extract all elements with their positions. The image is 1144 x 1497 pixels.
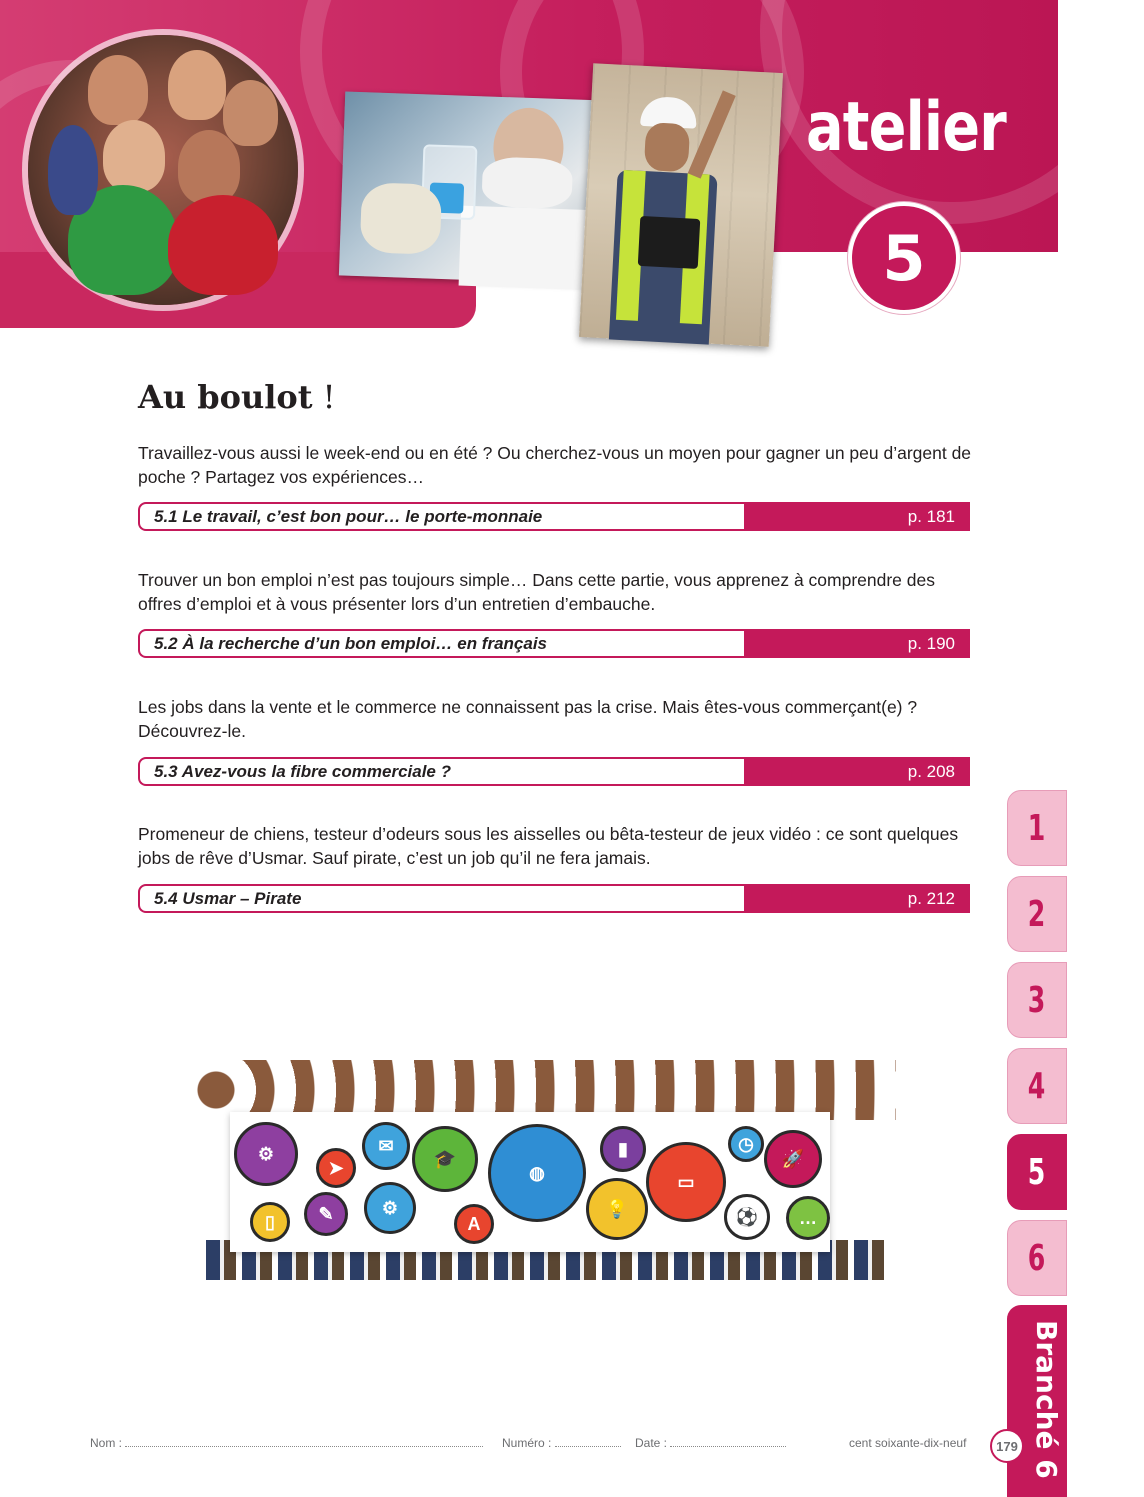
section-label: 5.3 Avez-vous la fibre commerciale ? xyxy=(138,757,744,786)
grade-a-plus-icon: A xyxy=(454,1204,494,1244)
footer-number-line xyxy=(555,1446,621,1447)
construction-worker-photo xyxy=(579,63,783,347)
tab-label: 5 xyxy=(1028,1151,1046,1193)
soccer-ball-icon: ⚽ xyxy=(724,1194,770,1240)
section-page-ref: p. 181 xyxy=(744,502,970,531)
lab-scientist-photo xyxy=(339,91,607,284)
section-page-ref: p. 190 xyxy=(744,629,970,658)
tab-atelier-3[interactable] xyxy=(1007,962,1067,1038)
footer-date-label: Date : xyxy=(635,1436,668,1450)
tab-atelier-2[interactable] xyxy=(1007,876,1067,952)
tab-atelier-6[interactable] xyxy=(1007,1220,1067,1296)
robot-icon: ⚙ xyxy=(234,1122,298,1186)
atelier-heading: atelier xyxy=(806,88,1006,167)
atelier-number-badge: 5 xyxy=(848,202,960,314)
footer-name-field[interactable] xyxy=(90,1436,483,1450)
tab-label: 3 xyxy=(1028,979,1046,1021)
tab-atelier-5[interactable] xyxy=(1007,1134,1067,1210)
gears-icon: ⚙ xyxy=(364,1182,416,1234)
section-intro: Travaillez-vous aussi le week-end ou en été ? Ou cherchez-vous un moyen pour gagner un peu d’argent de poche ? Partagez vos expériences… xyxy=(138,443,972,487)
section-link-5-1[interactable] xyxy=(138,502,970,531)
chart-icon: ▮ xyxy=(600,1126,646,1172)
graduation-cap-icon: 🎓 xyxy=(412,1126,478,1192)
footer-number-label: Numéro : xyxy=(502,1436,552,1450)
rocket-icon: 🚀 xyxy=(764,1130,822,1188)
icon-banner-board xyxy=(230,1112,830,1252)
section-label: 5.1 Le travail, c’est bon pour… le porte-monnaie xyxy=(138,502,744,531)
students-photo xyxy=(28,35,298,305)
section-link-5-3[interactable] xyxy=(138,757,970,786)
page-title-exclamation: ! xyxy=(312,378,336,416)
mail-icon: ✉ xyxy=(362,1122,410,1170)
section-intro: Trouver un bon emploi n’est pas toujours simple… Dans cette partie, vous apprenez à comprendre des offres d’emploi et à vous présenter lors d’un entretien d’embauche. xyxy=(138,570,935,614)
diploma-icon: ✎ xyxy=(304,1192,348,1236)
section-intro: Les jobs dans la vente et le commerce ne connaissent pas la crise. Mais êtes-vous commerçant(e) ? Découvrez-le. xyxy=(138,697,918,741)
brand-label: Branché 6 xyxy=(1030,1320,1063,1479)
footer-number-field[interactable] xyxy=(502,1436,621,1450)
tab-label: 2 xyxy=(1028,893,1046,935)
section-page-ref: p. 212 xyxy=(744,884,970,913)
lightbulb-icon: 💡 xyxy=(586,1178,648,1240)
footer-date-line xyxy=(670,1446,786,1447)
globe-icon: ◍ xyxy=(488,1124,586,1222)
phone-icon: ▯ xyxy=(250,1202,290,1242)
section-label: 5.4 Usmar – Pirate xyxy=(138,884,744,913)
footer-page-words: cent soixante-dix-neuf xyxy=(849,1436,967,1450)
tab-atelier-4[interactable] xyxy=(1007,1048,1067,1124)
section-label: 5.2 À la recherche d’un bon emploi… en français xyxy=(138,629,744,658)
section-page-ref: p. 208 xyxy=(744,757,970,786)
section-intro: Promeneur de chiens, testeur d’odeurs sous les aisselles ou bêta-testeur de jeux vidéo : ce sont quelques jobs de rêve d’Usmar. Sauf pirate, c’est un job qu’il ne fera jamais. xyxy=(138,824,959,868)
footer-date-field[interactable] xyxy=(635,1436,786,1450)
footer-name-label: Nom : xyxy=(90,1436,123,1450)
footer-name-line xyxy=(125,1446,483,1447)
page-title-text: Au boulot xyxy=(138,378,313,416)
page-number: 179 xyxy=(990,1429,1024,1463)
clock-icon: ◷ xyxy=(728,1126,764,1162)
page-title xyxy=(138,378,336,416)
section-link-5-2[interactable] xyxy=(138,629,970,658)
tab-label: 4 xyxy=(1028,1065,1046,1107)
tab-atelier-1[interactable] xyxy=(1007,790,1067,866)
section-link-5-4[interactable] xyxy=(138,884,970,913)
laptop-icon: ▭ xyxy=(646,1142,726,1222)
tab-label: 6 xyxy=(1028,1237,1046,1279)
tab-label: 1 xyxy=(1028,807,1046,849)
chat-icon: … xyxy=(786,1196,830,1240)
cursor-icon: ➤ xyxy=(316,1148,356,1188)
